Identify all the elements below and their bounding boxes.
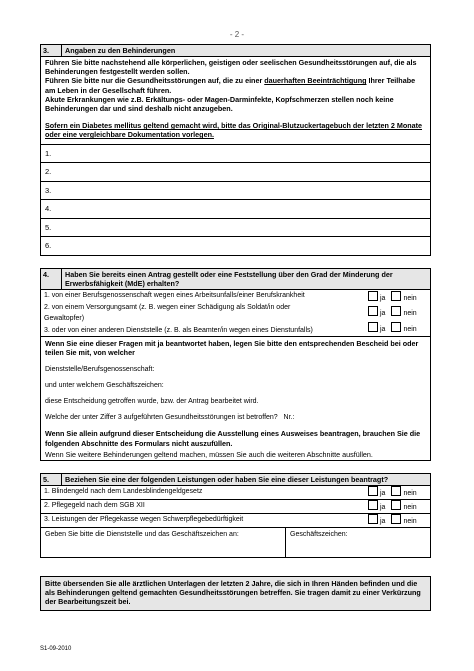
disability-line-4[interactable]: 4. bbox=[41, 199, 430, 218]
instruction-3: Akute Erkrankungen wie z.B. Erkältungs- oder Magen-Darminfekte, Kopfschmerzen stellen noch keine Behinderungen dar und sind deshalb nicht anzugeben. bbox=[45, 94, 394, 114]
section-4-title: Haben Sie bereits einen Antrag gestellt oder eine Feststellung über den Grad der Minderung der Erwerbsfähigkeit (MdE) erhalten? bbox=[65, 270, 393, 288]
checkbox-row-2 bbox=[368, 306, 430, 320]
nr-label: Nr.: bbox=[283, 414, 295, 422]
prior-application-checkboxes bbox=[368, 290, 430, 336]
benefit-geschaeftszeichen-field[interactable]: Geschäftszeichen: bbox=[290, 531, 348, 538]
disability-line-5[interactable]: 5. bbox=[41, 218, 430, 237]
benefit-blindengeld: 1. Blindengeld nach dem Landesblindengeldgesetz bbox=[44, 488, 203, 495]
nein-label: nein bbox=[403, 518, 417, 525]
ziffer-question: Welche der unter Ziffer 3 aufgeführten Gesundheitsstörungen ist betroffen? bbox=[45, 414, 278, 422]
option-berufsgenossenschaft: 1. von einer Berufsgenossenschaft wegen eines Arbeitsunfalls/einer Berufskrankheit bbox=[44, 292, 305, 299]
notice-text: Bitte übersenden Sie alle ärztlichen Unterlagen der letzten 2 Jahre, die sich in Ihren Händen befinden und die als Behinderungen geltend gemachten Gesundheitsstörungen betreffen. Sie tragen damit zu einer Verkürzung der Bearbeitungszeit bei. bbox=[45, 579, 421, 607]
ja-label: ja bbox=[380, 294, 386, 302]
ja-label: ja bbox=[380, 504, 386, 511]
prior-application-list bbox=[41, 290, 368, 336]
benefit-pflegekasse: 3. Leistungen der Pflegekasse wegen Schwerpflegebedürftigkeit bbox=[44, 516, 244, 523]
checkbox-nein-b1[interactable] bbox=[391, 486, 401, 496]
page-number: - 2 - bbox=[229, 30, 245, 39]
benefit-3-options bbox=[368, 514, 430, 527]
section-4-last-note: Wenn Sie weitere Behinderungen geltend machen, müssen Sie auch die weiteren Abschnitte ausfüllen. bbox=[45, 449, 373, 459]
option-versorgungsamt: 2. von einem Versorgungsamt (z. B. wegen einer Schädigung als Soldat/in oder bbox=[44, 303, 291, 311]
instruction-2a: Führen Sie bitte nur die Gesundheitsstörungen auf, die zu einer bbox=[45, 76, 265, 86]
section-4-bold-note-2: Wenn Sie allein aufgrund dieser Entscheidung die Ausstellung eines Ausweises beantragen, brauchen Sie die folgenden Abschnitte des Formulars nicht auszufüllen. bbox=[45, 429, 421, 448]
ja-label: ja bbox=[380, 490, 386, 497]
option-dienststelle: 3. oder von einer anderen Dienststelle (z. B. als Beamter/in wegen eines Dienstunfalls) bbox=[44, 326, 313, 334]
notice-box bbox=[40, 576, 431, 611]
benefit-row-2 bbox=[41, 499, 430, 513]
checkbox-nein-b2[interactable] bbox=[391, 500, 401, 510]
field-dienststelle[interactable]: Dienststelle/Berufsgenossenschaft: bbox=[45, 366, 155, 374]
checkbox-ja-3[interactable] bbox=[368, 322, 378, 332]
nein-label: nein bbox=[403, 490, 417, 497]
section-4-bold-note: Wenn Sie eine dieser Fragen mit ja beantwortet haben, legen Sie bitte den entsprechenden Bescheid bei oder teilen Sie mit, von welcher bbox=[45, 339, 419, 358]
ja-label: ja bbox=[380, 325, 386, 333]
nein-label: nein bbox=[403, 310, 417, 318]
checkbox-ja-b3[interactable] bbox=[368, 514, 378, 524]
nein-label: nein bbox=[403, 294, 417, 302]
instruction-2 bbox=[45, 76, 426, 94]
section-3-instructions bbox=[41, 57, 430, 144]
benefit-row-1 bbox=[41, 486, 430, 499]
section-3-title: Angaben zu den Behinderungen bbox=[65, 46, 176, 55]
section-4-header bbox=[41, 269, 430, 290]
benefit-office-fields bbox=[41, 527, 430, 557]
ja-label: ja bbox=[380, 310, 386, 318]
instruction-2-underlined: dauerhaften Beeinträchtigung bbox=[264, 76, 367, 86]
section-5-number: 5. bbox=[41, 474, 62, 485]
form-code: S1-09-2010 bbox=[40, 646, 72, 652]
disability-line-2[interactable]: 2. bbox=[41, 162, 430, 181]
section-4-details bbox=[41, 336, 430, 460]
benefit-row-3 bbox=[41, 513, 430, 527]
benefit-dienststelle-field[interactable]: Geben Sie bitte die Dienststelle und das Geschäftszeichen an: bbox=[41, 528, 286, 557]
disability-line-1[interactable]: 1. bbox=[41, 144, 430, 163]
checkbox-row-3 bbox=[368, 322, 430, 336]
checkbox-nein-2[interactable] bbox=[391, 306, 401, 316]
section-3-number: 3. bbox=[41, 45, 62, 56]
field-entscheidung: diese Entscheidung getroffen wurde, bzw. der Antrag bearbeitet wird. bbox=[45, 398, 259, 406]
instruction-2b: Ihrer Teilhabe am Leben in der Gesellschaft führen. bbox=[45, 76, 416, 95]
section-5-header bbox=[41, 474, 430, 486]
section-5-title: Beziehen Sie eine der folgenden Leistungen oder haben Sie eine dieser Leistungen beantragt? bbox=[65, 475, 389, 484]
disability-line-3[interactable]: 3. bbox=[41, 181, 430, 200]
checkbox-ja-1[interactable] bbox=[368, 291, 378, 301]
nein-label: nein bbox=[403, 325, 417, 333]
benefit-pflegegeld: 2. Pflegegeld nach dem SGB XII bbox=[44, 502, 145, 509]
instruction-1: Führen Sie bitte nachstehend alle körperlichen, geistigen oder seelischen Gesundheitsstörungen auf, die als Behinderungen festgestellt werden sollen. bbox=[45, 58, 417, 77]
checkbox-ja-b1[interactable] bbox=[368, 486, 378, 496]
section-3-header bbox=[41, 45, 430, 57]
benefit-1-options bbox=[368, 486, 430, 499]
checkbox-nein-1[interactable] bbox=[391, 291, 401, 301]
checkbox-ja-2[interactable] bbox=[368, 306, 378, 316]
section-5 bbox=[40, 473, 431, 558]
section-3 bbox=[40, 44, 431, 256]
nein-label: nein bbox=[403, 504, 417, 511]
checkbox-nein-b3[interactable] bbox=[391, 514, 401, 524]
ja-label: ja bbox=[380, 518, 386, 525]
field-ziffer[interactable] bbox=[41, 412, 430, 424]
field-geschaeftszeichen[interactable]: und unter welchem Geschäftszeichen: bbox=[45, 382, 164, 390]
disability-line-6[interactable]: 6. bbox=[41, 236, 430, 255]
option-versorgungsamt-cont: Gewaltopfer) bbox=[44, 315, 85, 322]
prior-application-options bbox=[41, 290, 430, 336]
section-4 bbox=[40, 268, 431, 461]
checkbox-row-1 bbox=[368, 291, 430, 305]
section-4-number: 4. bbox=[41, 269, 62, 289]
benefit-2-options bbox=[368, 500, 430, 513]
checkbox-ja-b2[interactable] bbox=[368, 500, 378, 510]
instruction-diabetes: Sofern ein Diabetes mellitus geltend gemacht wird, bitte das Original-Blutzuckertagebuch der letzten 2 Monate oder eine vergleichbare Dokumentation vorlegen. bbox=[45, 121, 423, 140]
checkbox-nein-3[interactable] bbox=[391, 322, 401, 332]
